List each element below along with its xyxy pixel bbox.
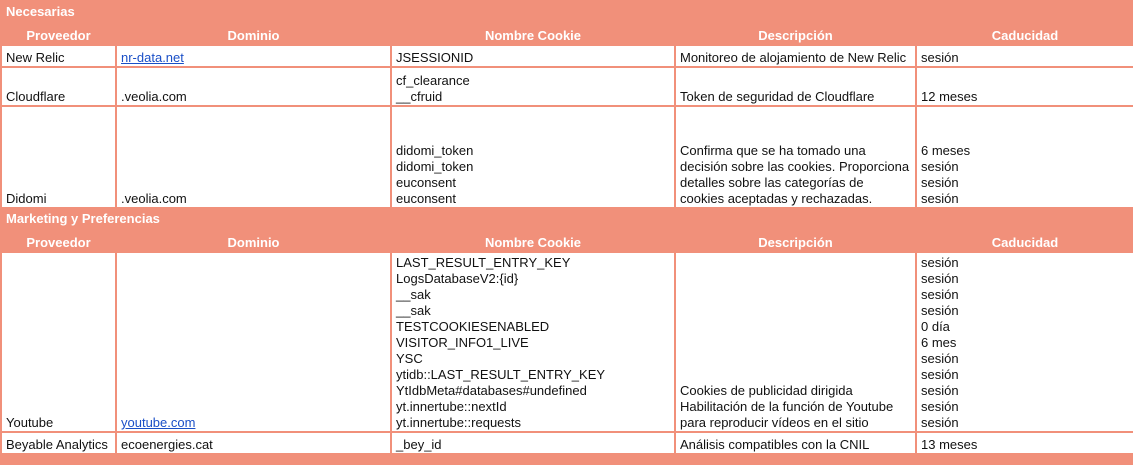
domain-cell: .veolia.com: [117, 107, 390, 207]
header-row: [2, 229, 1133, 251]
cookie-name: LogsDatabaseV2:{id}: [396, 271, 519, 286]
expiry-value: sesión: [921, 287, 959, 302]
description-text: Habilitación de la función de Youtube: [680, 399, 894, 414]
cookie-name-cell: [392, 46, 674, 66]
provider-cell: Youtube: [2, 253, 115, 431]
description-cell: [676, 433, 915, 453]
cookie-name: cf_clearance: [396, 73, 470, 88]
description-text: para reproducir vídeos en el sitio: [680, 415, 869, 430]
expiry-value: 6 mes: [921, 335, 957, 350]
description-text: Cookies de publicidad dirigida: [680, 383, 853, 398]
cookie-name: YSC: [396, 351, 423, 366]
cookie-name: __sak: [396, 287, 431, 302]
section-row-marketing: [2, 209, 1133, 227]
header-descripcion: Descripción: [676, 22, 915, 44]
table-row-beyable: [2, 433, 1133, 453]
cookie-name: YtIdbMeta#databases#undefined: [396, 383, 587, 398]
expiry-cell: [917, 46, 1133, 66]
expiry-value: sesión: [921, 415, 959, 430]
domain-cell: [117, 253, 390, 431]
cookie-name: ytidb::LAST_RESULT_ENTRY_KEY: [396, 367, 606, 382]
header-caducidad: Caducidad: [917, 22, 1133, 44]
header-proveedor: Proveedor: [2, 229, 115, 251]
cookie-name: __cfruid: [396, 89, 443, 104]
cookie-name: yt.innertube::nextId: [396, 399, 507, 414]
header-caducidad: Caducidad: [917, 229, 1133, 251]
header-dominio: Dominio: [117, 22, 390, 44]
header-row: [2, 22, 1133, 44]
expiry-value: 6 meses: [921, 143, 971, 158]
header-dominio: Dominio: [117, 229, 390, 251]
cookie-name: _bey_id: [396, 437, 442, 452]
expiry-value: sesión: [921, 271, 959, 286]
section-row-necesarias: [2, 2, 1133, 20]
cookie-name: TESTCOOKIESENABLED: [396, 319, 550, 334]
table-row-youtube: [2, 253, 1133, 431]
table-row-didomi: [2, 107, 1133, 207]
header-nombre-cookie: Nombre Cookie: [392, 229, 674, 251]
domain-cell: [117, 46, 390, 66]
description-text: Monitoreo de alojamiento de New Relic: [680, 50, 907, 65]
expiry-value: 12 meses: [921, 89, 978, 104]
domain-link[interactable]: nr-data.net: [121, 50, 184, 65]
cookie-name-cell: [392, 68, 674, 105]
cookie-name: __sak: [396, 303, 431, 318]
description-cell: [676, 253, 915, 431]
expiry-value: sesión: [921, 303, 959, 318]
description-text: Token de seguridad de Cloudflare: [680, 89, 875, 104]
cookie-name: euconsent: [396, 175, 456, 190]
expiry-value: 0 día: [921, 319, 950, 334]
description-cell: [676, 68, 915, 105]
domain-link[interactable]: youtube.com: [121, 415, 196, 430]
provider-cell: Didomi: [2, 107, 115, 207]
expiry-value: sesión: [921, 255, 959, 270]
expiry-cell: [917, 253, 1133, 431]
table-row-cloudflare: [2, 68, 1133, 105]
description-text: Confirma que se ha tomado una decisión sobre las cookies. Proporciona detalles sobre las categorías de cookies aceptadas y rechazadas.: [680, 143, 910, 206]
cookie-name: JSESSIONID: [396, 50, 474, 65]
cookie-name: LAST_RESULT_ENTRY_KEY: [396, 255, 571, 270]
expiry-value: sesión: [921, 399, 959, 414]
description-cell: [676, 107, 915, 207]
cookie-name: yt.innertube::requests: [396, 415, 522, 430]
description-cell: [676, 46, 915, 66]
expiry-value: sesión: [921, 191, 959, 206]
table-row-newrelic: [2, 46, 1133, 66]
cookie-name-cell: [392, 107, 674, 207]
cookie-name: didomi_token: [396, 143, 474, 158]
section-title-marketing: Marketing y Preferencias: [2, 209, 1133, 227]
expiry-value: 13 meses: [921, 437, 978, 452]
cookie-name-cell: [392, 253, 674, 431]
provider-cell: New Relic: [2, 46, 115, 66]
expiry-value: sesión: [921, 367, 959, 382]
header-proveedor: Proveedor: [2, 22, 115, 44]
cookie-name-cell: [392, 433, 674, 453]
description-text: Análisis compatibles con la CNIL: [680, 437, 870, 452]
domain-cell: ecoenergies.cat: [117, 433, 390, 453]
section-title-necesarias: Necesarias: [2, 2, 1133, 20]
cookie-name: didomi_token: [396, 159, 474, 174]
expiry-value: sesión: [921, 175, 959, 190]
header-nombre-cookie: Nombre Cookie: [392, 22, 674, 44]
expiry-value: sesión: [921, 351, 959, 366]
expiry-value: sesión: [921, 383, 959, 398]
expiry-value: sesión: [921, 159, 959, 174]
expiry-cell: [917, 107, 1133, 207]
provider-cell: Cloudflare: [2, 68, 115, 105]
cookie-name: VISITOR_INFO1_LIVE: [396, 335, 529, 350]
expiry-cell: [917, 68, 1133, 105]
header-descripcion: Descripción: [676, 229, 915, 251]
expiry-value: sesión: [921, 50, 959, 65]
provider-cell: Beyable Analytics: [2, 433, 115, 453]
cookie-name: euconsent: [396, 191, 456, 206]
expiry-cell: [917, 433, 1133, 453]
domain-cell: .veolia.com: [117, 68, 390, 105]
